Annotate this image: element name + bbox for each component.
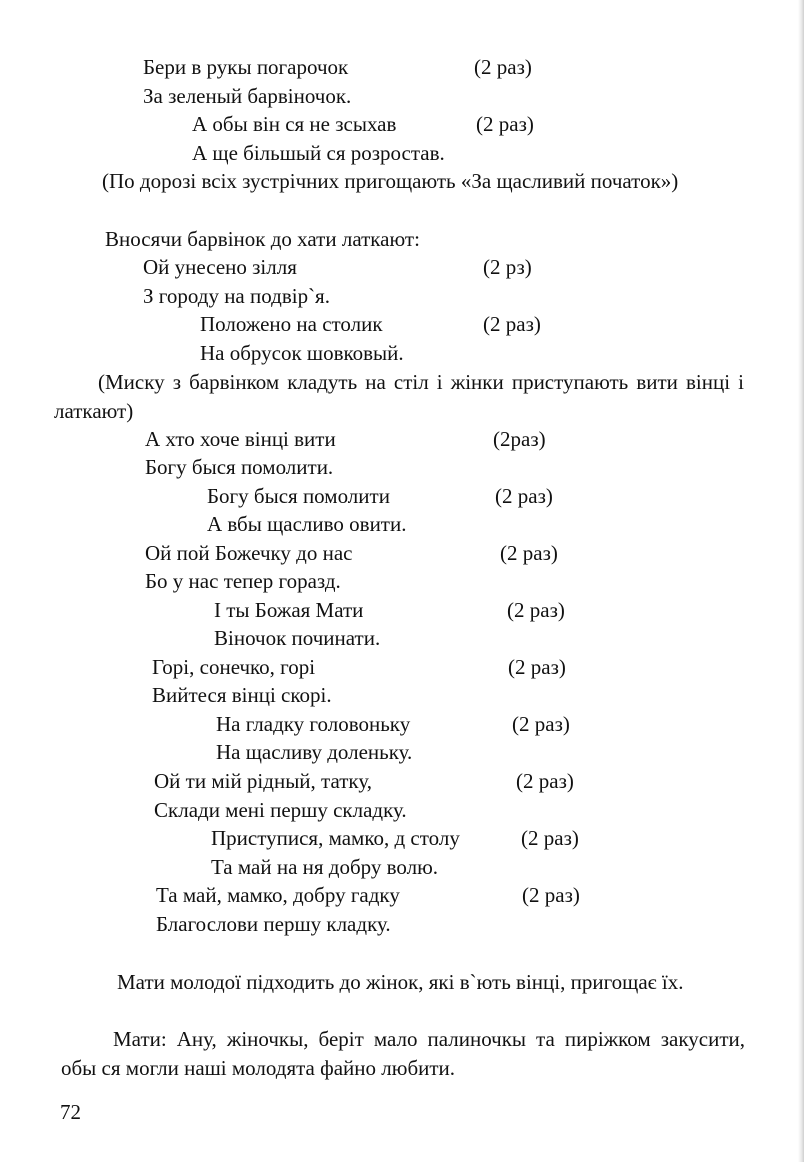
verse-line: Положено на столик (200, 312, 383, 336)
narration-text: Мати молодої підходить до жінок, які в`ють вінці, пригощає їх. (117, 970, 684, 994)
speech-paragraph (61, 1025, 745, 1082)
verse-line: Склади мені першу складку. (154, 798, 407, 822)
verse-line: Богу быся помолити. (145, 455, 334, 479)
verse-line: І ты Божая Мати (214, 598, 364, 622)
verse-line: Ой ти мій рідный, татку, (154, 769, 372, 793)
stage-direction (54, 368, 744, 425)
repeat-marker: (2 раз) (522, 883, 580, 907)
repeat-marker: (2 раз) (483, 312, 541, 336)
verse-line: А вбы щасливо овити. (207, 512, 407, 536)
verse-line: Бо у нас тепер горазд. (145, 569, 341, 593)
narration-paragraph (61, 968, 745, 997)
page-number: 72 (60, 1100, 81, 1124)
verse-line: За зеленый барвіночок. (143, 84, 352, 108)
verse-line: Та май, мамко, добру гадку (156, 883, 400, 907)
repeat-marker: (2 рз) (483, 255, 532, 279)
repeat-marker: (2 раз) (500, 541, 558, 565)
repeat-marker: (2 раз) (521, 826, 579, 850)
page-edge (798, 0, 804, 1162)
repeat-marker: (2 раз) (495, 484, 553, 508)
repeat-marker: (2раз) (493, 427, 546, 451)
verse-line: А ще більшый ся розростав. (192, 141, 445, 165)
verse-line: Богу быся помолити (207, 484, 390, 508)
verse-line: На обрусок шовковый. (200, 341, 404, 365)
stage-direction-text: (По дорозі всіх зустрічних пригощають «За щасливий початок») (102, 169, 679, 193)
verse-line: На гладку головоньку (216, 712, 411, 736)
stage-direction (54, 167, 744, 196)
repeat-marker: (2 раз) (508, 655, 566, 679)
verse-line: Ой пой Божечку до нас (145, 541, 353, 565)
verse-line: А хто хоче вінці вити (145, 427, 336, 451)
verse-line: З городу на подвір`я. (143, 284, 330, 308)
verse-line: Приступися, мамко, д столу (211, 826, 460, 850)
verse-line: Благослови першу кладку. (156, 912, 391, 936)
verse-line: Горі, сонечко, горі (152, 655, 316, 679)
repeat-marker: (2 раз) (476, 112, 534, 136)
verse-line: Ой унесено зілля (143, 255, 297, 279)
speech-text: Мати: Ану, жіночкы, берiт мало палиночкы та пиріжком закусити, обы ся могли наші молодята файно любити. (61, 1027, 745, 1080)
verse-line: Та май на ня добру волю. (211, 855, 439, 879)
repeat-marker: (2 раз) (474, 55, 532, 79)
repeat-marker: (2 раз) (512, 712, 570, 736)
intro-line: Вносячи барвінок до хати латкают: (105, 227, 420, 251)
verse-line: Бери в рукы погарочок (143, 55, 349, 79)
repeat-marker: (2 раз) (507, 598, 565, 622)
verse-line: Віночок починати. (214, 626, 381, 650)
repeat-marker: (2 раз) (516, 769, 574, 793)
verse-line: А обы він ся не зсыхав (192, 112, 397, 136)
stage-direction-text: (Миску з барвінком кладуть на стіл і жінки приступають вити вінці і латкают) (54, 370, 744, 423)
verse-line: На щасливу доленьку. (216, 740, 413, 764)
verse-line: Вийтеся вінці скорі. (152, 683, 332, 707)
